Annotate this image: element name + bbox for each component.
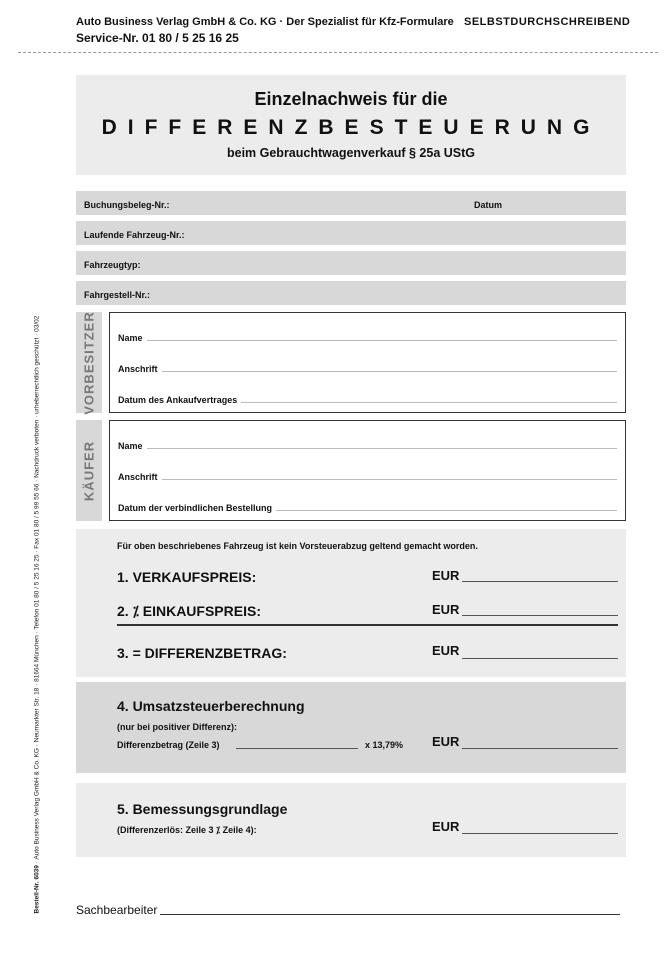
fahrgestell-field[interactable] xyxy=(76,281,626,305)
kaeufer-tab-label: KÄUFER xyxy=(81,440,97,501)
fahrzeugtyp-field[interactable] xyxy=(76,251,626,275)
differenzbetrag-currency: EUR xyxy=(432,643,460,658)
publisher-name: Auto Business Verlag GmbH & Co. KG · Der Spezialist für Kfz-Formulare xyxy=(76,16,454,28)
vorsteuer-note: Für oben beschriebenes Fahrzeug ist kein Vorsteuerabzug geltend gemacht worden. xyxy=(117,541,478,551)
form-title-box xyxy=(76,75,626,175)
side-imprint xyxy=(2,275,62,925)
order-number: Bestell-Nr. 6039 xyxy=(33,865,41,914)
sachbearbeiter-label: Sachbearbeiter xyxy=(76,903,158,917)
kaeufer-anschrift-field[interactable] xyxy=(118,472,617,482)
umsatzsteuer-condition: (nur bei positiver Differenz): xyxy=(117,722,238,732)
vorbesitzer-box xyxy=(109,312,626,413)
vorbesitzer-section xyxy=(76,312,626,413)
einkaufspreis-currency: EUR xyxy=(432,602,460,617)
vorbesitzer-anschrift-label: Anschrift xyxy=(118,364,158,374)
fahrgestell-label: Fahrgestell-Nr.: xyxy=(84,290,151,300)
datum-label: Datum xyxy=(474,200,503,210)
laufende-nr-label: Laufende Fahrzeug-Nr.: xyxy=(84,230,185,240)
bemessungsgrundlage-section xyxy=(76,783,626,857)
kaeufer-tab xyxy=(76,420,102,521)
verkaufspreis-label: 1. VERKAUFSPREIS: xyxy=(117,569,257,585)
bemessungsgrundlage-heading: 5. Bemessungsgrundlage xyxy=(117,801,288,817)
laufende-nr-field[interactable] xyxy=(76,221,626,245)
verkaufspreis-currency: EUR xyxy=(432,568,460,583)
kaeufer-name-label: Name xyxy=(118,441,143,451)
publisher-header xyxy=(76,16,454,45)
umsatzsteuer-section xyxy=(76,682,626,773)
differenzbetrag-ref-label: Differenzbetrag (Zeile 3) xyxy=(117,740,220,750)
perforation-line xyxy=(18,52,658,53)
vorbesitzer-datum-label: Datum des Ankaufvertrages xyxy=(118,395,238,405)
bemessungsgrundlage-currency: EUR xyxy=(432,819,460,834)
vorbesitzer-datum-field[interactable] xyxy=(118,395,617,405)
fahrzeugtyp-label: Fahrzeugtyp: xyxy=(84,260,141,270)
vorbesitzer-tab xyxy=(76,312,102,413)
kaeufer-datum-label: Datum der verbindlichen Bestellung xyxy=(118,503,273,513)
kaeufer-datum-field[interactable] xyxy=(118,503,617,513)
kaeufer-section xyxy=(76,420,626,521)
form-title-subtitle: beim Gebrauchtwagenverkauf § 25a UStG xyxy=(226,146,475,160)
einkaufspreis-input-line[interactable] xyxy=(462,615,618,616)
form-title-main: DIFFERENZBESTEUERUNG xyxy=(101,116,601,139)
sachbearbeiter-signature-line[interactable] xyxy=(160,914,620,915)
imprint-text: · Auto Business Verlag GmbH & Co. KG · Neumarkter Str. 18 · 81664 München · Telefon 01 80 / 5 25 16 25 · Fax 01 80 / 5 99 55 66 · Nachdruck verboten · urheberrechtlich geschützt · 03/02 xyxy=(33,315,41,866)
price-calculation-section xyxy=(76,529,626,677)
vorbesitzer-tab-label: VORBESITZER xyxy=(81,310,97,415)
differenzbetrag-label: 3. = DIFFERENZBETRAG: xyxy=(117,645,287,661)
bemessungsgrundlage-input-line[interactable] xyxy=(462,833,618,834)
buchungsbeleg-label: Buchungsbeleg-Nr.: xyxy=(84,200,170,210)
form-type-badge: SELBSTDURCHSCHREIBEND xyxy=(464,16,631,28)
vorbesitzer-anschrift-field[interactable] xyxy=(118,364,617,374)
buchungsbeleg-field[interactable] xyxy=(76,191,626,215)
umsatzsteuer-currency: EUR xyxy=(432,734,460,749)
subtotal-divider xyxy=(117,624,618,626)
tax-rate: x 13,79% xyxy=(365,740,404,750)
vorbesitzer-name-field[interactable] xyxy=(118,333,617,343)
kaeufer-box xyxy=(109,420,626,521)
form-title-line1: Einzelnachweis für die xyxy=(254,89,448,109)
verkaufspreis-input-line[interactable] xyxy=(462,581,618,582)
vorbesitzer-name-label: Name xyxy=(118,333,143,343)
einkaufspreis-label: 2. ⁒ EINKAUFSPREIS: xyxy=(117,603,261,619)
kaeufer-name-field[interactable] xyxy=(118,441,617,451)
umsatzsteuer-input-line[interactable] xyxy=(462,748,618,749)
bemessungsgrundlage-formula: (Differenzerlös: Zeile 3 ⁒ Zeile 4): xyxy=(117,825,257,835)
umsatzsteuer-heading: 4. Umsatzsteuerberechnung xyxy=(117,698,305,714)
differenzbetrag-ref-line[interactable] xyxy=(236,748,358,749)
kaeufer-anschrift-label: Anschrift xyxy=(118,472,158,482)
service-number: Service-Nr. 01 80 / 5 25 16 25 xyxy=(76,31,239,45)
differenzbetrag-input-line[interactable] xyxy=(462,658,618,659)
